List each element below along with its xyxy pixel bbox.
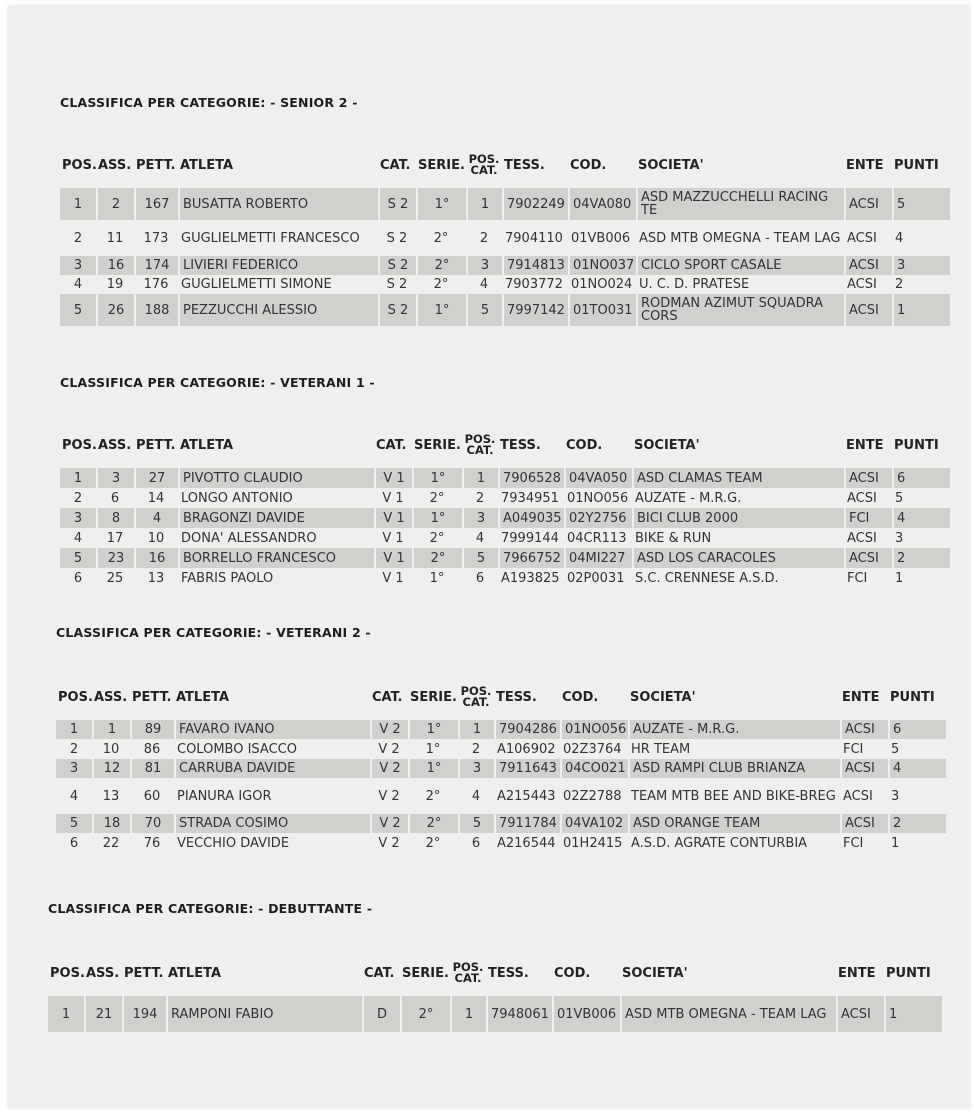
- cell-pos: 2: [73, 490, 83, 506]
- results-table: [56, 682, 946, 853]
- cell-pett: 188: [134, 294, 178, 326]
- col-atleta: ATLETA: [180, 437, 234, 453]
- cell-cat: V 2: [370, 814, 408, 833]
- table-row: [60, 468, 950, 488]
- table-row: [56, 739, 946, 759]
- col-societa: SOCIETA': [622, 965, 688, 981]
- cell-atleta: BUSATTA ROBERTO: [178, 188, 378, 220]
- col-ente: ENTE: [846, 157, 884, 173]
- cell-societa: U. C. D. PRATESE: [639, 277, 750, 292]
- cell-ente: ACSI: [844, 294, 892, 326]
- cell-ass: 3: [96, 468, 134, 488]
- table-row: [60, 508, 950, 528]
- col-serie: SERIE.: [414, 437, 461, 453]
- cell-punti: 1: [895, 570, 904, 586]
- cell-poscat: 2: [475, 490, 485, 506]
- cell-poscat: 6: [471, 835, 481, 851]
- cell-serie: 2°: [425, 788, 441, 804]
- cell-ass: 26: [96, 294, 134, 326]
- cell-societa: ASD ORANGE TEAM: [628, 814, 840, 833]
- col-ente: ENTE: [846, 437, 884, 453]
- cell-cod: 04VA050: [564, 468, 632, 488]
- cell-atleta: GUGLIELMETTI SIMONE: [181, 277, 332, 292]
- table-row: [60, 220, 950, 256]
- cell-atleta: BRAGONZI DAVIDE: [178, 508, 374, 528]
- col-poscat: POS. CAT.: [460, 684, 492, 709]
- col-ente: ENTE: [838, 965, 876, 981]
- section-veterani-1: [60, 374, 960, 588]
- col-serie: SERIE.: [410, 689, 457, 705]
- col-serie: SERIE.: [418, 157, 465, 173]
- cell-poscat: 4: [475, 530, 485, 546]
- col-poscat: POS. CAT.: [452, 960, 484, 985]
- cell-cat: V 1: [382, 490, 404, 506]
- cell-serie: 2°: [408, 814, 458, 833]
- cell-ente: ACSI: [843, 788, 873, 804]
- cell-pos: 1: [56, 720, 92, 739]
- header-row: [60, 430, 950, 460]
- col-cat: CAT.: [376, 437, 407, 453]
- col-cat: CAT.: [380, 157, 411, 173]
- table-row: [60, 548, 950, 568]
- table-row: [56, 833, 946, 853]
- table-row: [60, 488, 950, 508]
- cell-tess: 7914813: [502, 256, 568, 275]
- cell-ente: ACSI: [844, 188, 892, 220]
- cell-serie: 1°: [408, 720, 458, 739]
- col-punti: PUNTI: [890, 689, 935, 705]
- cell-pos: 3: [60, 256, 96, 275]
- col-pett: PETT.: [124, 965, 164, 981]
- header-row: [48, 958, 942, 988]
- cell-cod: 01VB006: [552, 996, 620, 1032]
- cell-ente: ACSI: [836, 996, 884, 1032]
- cell-punti: 5: [895, 490, 904, 506]
- cell-pett: 167: [134, 188, 178, 220]
- cell-pett: 70: [130, 814, 174, 833]
- header-row: [56, 682, 946, 712]
- cell-pos: 3: [60, 508, 96, 528]
- cell-serie: 2°: [429, 530, 445, 546]
- cell-cat: V 2: [370, 720, 408, 739]
- cell-punti: 6: [892, 468, 950, 488]
- cell-atleta: DONA' ALESSANDRO: [181, 530, 317, 546]
- cell-pett: 194: [122, 996, 166, 1032]
- cell-cod: 01NO037: [568, 256, 636, 275]
- col-ass: ASS.: [98, 157, 132, 173]
- cell-punti: 3: [895, 530, 904, 546]
- cell-punti: 4: [895, 230, 904, 246]
- cell-societa: AUZATE - M.R.G.: [635, 490, 742, 506]
- table-row: [60, 275, 950, 294]
- cell-ente: FCI: [844, 508, 892, 528]
- cell-atleta: FAVARO IVANO: [174, 720, 370, 739]
- cell-poscat: 1: [462, 468, 498, 488]
- cell-cod: 01NO056: [560, 720, 628, 739]
- cell-cod: 01NO024: [571, 277, 633, 292]
- col-ass: ASS.: [86, 965, 120, 981]
- cell-atleta: CARRUBA DAVIDE: [174, 759, 370, 778]
- cell-serie: 1°: [416, 294, 466, 326]
- cell-ente: FCI: [847, 570, 868, 586]
- cell-pett: 14: [147, 490, 165, 506]
- col-tess: TESS.: [496, 689, 537, 705]
- cell-cat: V 1: [374, 468, 412, 488]
- cell-societa: ASD RAMPI CLUB BRIANZA: [628, 759, 840, 778]
- cell-societa: RODMAN AZIMUT SQUADRA CORS: [636, 294, 844, 326]
- cell-pos: 5: [56, 814, 92, 833]
- section-veterani-2: [56, 624, 956, 853]
- col-societa: SOCIETA': [634, 437, 700, 453]
- col-atleta: ATLETA: [176, 689, 230, 705]
- section-title: CLASSIFICA PER CATEGORIE: - DEBUTTANTE -: [48, 901, 373, 916]
- cell-atleta: GUGLIELMETTI FRANCESCO: [181, 230, 360, 246]
- cell-societa: CICLO SPORT CASALE: [636, 256, 844, 275]
- cell-tess: 7911784: [494, 814, 560, 833]
- cell-punti: 3: [891, 788, 900, 804]
- table-row: [60, 294, 950, 326]
- col-tess: TESS.: [504, 157, 545, 173]
- cell-tess: 7934951: [501, 490, 559, 506]
- cell-ente: ACSI: [844, 256, 892, 275]
- cell-punti: 1: [892, 294, 950, 326]
- cell-tess: 7906528: [498, 468, 564, 488]
- cell-atleta: PIANURA IGOR: [177, 788, 272, 804]
- cell-cat: S 2: [386, 230, 408, 246]
- cell-cat: V 1: [382, 530, 404, 546]
- results-sheet: [8, 6, 970, 1108]
- cell-cod: 04VA080: [568, 188, 636, 220]
- cell-societa: ASD MTB OMEGNA - TEAM LAG: [639, 230, 841, 246]
- cell-serie: 1°: [425, 741, 441, 757]
- cell-poscat: 4: [471, 788, 481, 804]
- cell-poscat: 1: [458, 720, 494, 739]
- cell-tess: 7948061: [486, 996, 552, 1032]
- table-row: [60, 188, 950, 220]
- cell-ente: FCI: [843, 741, 864, 757]
- col-tess: TESS.: [500, 437, 541, 453]
- col-pett: PETT.: [136, 157, 176, 173]
- cell-serie: 2°: [429, 490, 445, 506]
- cell-poscat: 3: [462, 508, 498, 528]
- cell-serie: 2°: [425, 835, 441, 851]
- section-senior-2: [60, 94, 960, 326]
- col-tess: TESS.: [488, 965, 529, 981]
- cell-societa: BIKE & RUN: [635, 530, 712, 546]
- cell-pos: 4: [73, 530, 83, 546]
- cell-societa: BICI CLUB 2000: [632, 508, 844, 528]
- col-pett: PETT.: [136, 437, 176, 453]
- cell-ente: ACSI: [847, 530, 877, 546]
- section-title: CLASSIFICA PER CATEGORIE: - SENIOR 2 -: [60, 95, 358, 110]
- table-row: [60, 568, 950, 588]
- cell-cod: 01VB006: [571, 230, 631, 246]
- cell-atleta: PEZZUCCHI ALESSIO: [178, 294, 378, 326]
- cell-ente: ACSI: [844, 468, 892, 488]
- col-cat: CAT.: [372, 689, 403, 705]
- cell-pos: 4: [73, 277, 83, 292]
- cell-ass: 10: [102, 741, 120, 757]
- cell-tess: 7997142: [502, 294, 568, 326]
- table-row: [56, 778, 946, 814]
- cell-tess: 7911643: [494, 759, 560, 778]
- col-pett: PETT.: [132, 689, 172, 705]
- col-punti: PUNTI: [894, 157, 939, 173]
- cell-serie: 1°: [416, 188, 466, 220]
- cell-cat: V 1: [374, 508, 412, 528]
- cell-cod: 02P0031: [567, 570, 625, 586]
- table-row: [48, 996, 942, 1032]
- col-pos: POS.: [58, 689, 93, 705]
- cell-pos: 2: [69, 741, 79, 757]
- cell-ass: 13: [102, 788, 120, 804]
- section-debuttante: [48, 900, 948, 1032]
- cell-ente: ACSI: [847, 490, 877, 506]
- cell-poscat: 5: [466, 294, 502, 326]
- cell-cat: S 2: [386, 277, 408, 292]
- section-title: CLASSIFICA PER CATEGORIE: - VETERANI 2 -: [56, 625, 371, 640]
- cell-cat: V 2: [378, 788, 400, 804]
- results-table: [60, 430, 950, 588]
- col-punti: PUNTI: [894, 437, 939, 453]
- cell-pett: 27: [134, 468, 178, 488]
- cell-tess: A049035: [498, 508, 564, 528]
- col-cod: COD.: [562, 689, 599, 705]
- cell-tess: A193825: [501, 570, 560, 586]
- cell-cod: 02Z3764: [563, 741, 622, 757]
- cell-ass: 1: [92, 720, 130, 739]
- cell-tess: A215443: [497, 788, 556, 804]
- cell-ente: ACSI: [844, 548, 892, 568]
- cell-societa: TEAM MTB BEE AND BIKE-BREG: [631, 788, 836, 804]
- col-cod: COD.: [570, 157, 607, 173]
- cell-societa: ASD LOS CARACOLES: [632, 548, 844, 568]
- cell-serie: 2°: [400, 996, 450, 1032]
- cell-pos: 5: [60, 548, 96, 568]
- cell-ente: ACSI: [840, 814, 888, 833]
- cell-serie: 2°: [433, 230, 449, 246]
- cell-pett: 86: [143, 741, 161, 757]
- col-pos: POS.: [62, 437, 97, 453]
- cell-cod: 02Z2788: [563, 788, 622, 804]
- cell-societa: A.S.D. AGRATE CONTURBIA: [631, 835, 808, 851]
- cell-societa: HR TEAM: [631, 741, 691, 757]
- col-cat: CAT.: [364, 965, 395, 981]
- cell-societa: AUZATE - M.R.G.: [628, 720, 840, 739]
- cell-cat: V 2: [378, 835, 400, 851]
- cell-pett: 4: [134, 508, 178, 528]
- col-atleta: ATLETA: [180, 157, 234, 173]
- cell-tess: A106902: [497, 741, 556, 757]
- cell-pett: 16: [134, 548, 178, 568]
- section-title: CLASSIFICA PER CATEGORIE: - VETERANI 1 -: [60, 375, 375, 390]
- cell-cat: V 1: [382, 570, 404, 586]
- cell-atleta: STRADA COSIMO: [174, 814, 370, 833]
- col-serie: SERIE.: [402, 965, 449, 981]
- cell-serie: 1°: [408, 759, 458, 778]
- cell-punti: 2: [892, 548, 950, 568]
- cell-societa: ASD MTB OMEGNA - TEAM LAG: [620, 996, 836, 1032]
- cell-pos: 3: [56, 759, 92, 778]
- col-cod: COD.: [566, 437, 603, 453]
- cell-poscat: 6: [475, 570, 485, 586]
- col-societa: SOCIETA': [638, 157, 704, 173]
- col-poscat: POS. CAT.: [464, 432, 496, 457]
- cell-serie: 2°: [412, 548, 462, 568]
- cell-cat: S 2: [378, 188, 416, 220]
- col-cod: COD.: [554, 965, 591, 981]
- cell-pett: 81: [130, 759, 174, 778]
- col-ass: ASS.: [94, 689, 128, 705]
- cell-cat: V 2: [370, 759, 408, 778]
- cell-pos: 1: [60, 468, 96, 488]
- cell-cod: 01TO031: [568, 294, 636, 326]
- cell-ente: ACSI: [847, 230, 877, 246]
- cell-punti: 4: [892, 508, 950, 528]
- cell-tess: 7966752: [498, 548, 564, 568]
- cell-serie: 2°: [416, 256, 466, 275]
- cell-cat: S 2: [378, 256, 416, 275]
- cell-pett: 76: [143, 835, 161, 851]
- table-row: [56, 814, 946, 833]
- cell-cod: 04CR113: [567, 530, 627, 546]
- cell-ente: ACSI: [840, 759, 888, 778]
- cell-atleta: FABRIS PAOLO: [181, 570, 274, 586]
- cell-tess: 7904286: [494, 720, 560, 739]
- results-table: [48, 958, 942, 1032]
- cell-atleta: BORRELLO FRANCESCO: [178, 548, 374, 568]
- cell-ass: 23: [96, 548, 134, 568]
- col-poscat: POS. CAT.: [468, 152, 500, 177]
- cell-ente: FCI: [843, 835, 864, 851]
- cell-cod: 04MI227: [564, 548, 632, 568]
- cell-societa: ASD CLAMAS TEAM: [632, 468, 844, 488]
- cell-tess: A216544: [497, 835, 556, 851]
- cell-pos: 2: [73, 230, 83, 246]
- cell-poscat: 5: [462, 548, 498, 568]
- cell-ass: 12: [92, 759, 130, 778]
- cell-poscat: 1: [466, 188, 502, 220]
- cell-atleta: COLOMBO ISACCO: [177, 741, 297, 757]
- cell-ass: 16: [96, 256, 134, 275]
- cell-punti: 6: [888, 720, 946, 739]
- cell-cat: V 1: [374, 548, 412, 568]
- cell-serie: 1°: [429, 570, 445, 586]
- table-row: [56, 720, 946, 739]
- cell-ass: 2: [96, 188, 134, 220]
- cell-atleta: LONGO ANTONIO: [181, 490, 293, 506]
- cell-poscat: 1: [450, 996, 486, 1032]
- cell-pett: 174: [134, 256, 178, 275]
- cell-pos: 6: [73, 570, 83, 586]
- table-row: [56, 759, 946, 778]
- cell-ass: 25: [106, 570, 124, 586]
- cell-pos: 1: [48, 996, 84, 1032]
- cell-atleta: VECCHIO DAVIDE: [177, 835, 290, 851]
- col-pos: POS.: [50, 965, 85, 981]
- cell-pett: 13: [147, 570, 165, 586]
- cell-punti: 1: [891, 835, 900, 851]
- cell-punti: 3: [892, 256, 950, 275]
- cell-punti: 2: [888, 814, 946, 833]
- col-ass: ASS.: [98, 437, 132, 453]
- cell-ass: 22: [102, 835, 120, 851]
- cell-societa: ASD MAZZUCCHELLI RACING TE: [636, 188, 844, 220]
- cell-pos: 6: [69, 835, 79, 851]
- cell-punti: 4: [888, 759, 946, 778]
- col-societa: SOCIETA': [630, 689, 696, 705]
- cell-poscat: 5: [458, 814, 494, 833]
- cell-cod: 01NO056: [567, 490, 629, 506]
- cell-ass: 18: [92, 814, 130, 833]
- results-table: [60, 150, 950, 326]
- cell-cod: 02Y2756: [564, 508, 632, 528]
- cell-punti: 1: [884, 996, 942, 1032]
- cell-ass: 8: [96, 508, 134, 528]
- cell-societa: S.C. CRENNESE A.S.D.: [635, 570, 779, 586]
- cell-cat: V 2: [378, 741, 400, 757]
- cell-pett: 10: [147, 530, 165, 546]
- cell-atleta: PIVOTTO CLAUDIO: [178, 468, 374, 488]
- cell-pett: 60: [143, 788, 161, 804]
- cell-ente: ACSI: [847, 277, 877, 292]
- cell-atleta: RAMPONI FABIO: [166, 996, 362, 1032]
- cell-punti: 5: [891, 741, 900, 757]
- cell-ass: 6: [110, 490, 120, 506]
- table-row: [60, 256, 950, 275]
- cell-tess: 7904110: [505, 230, 563, 246]
- cell-ass: 21: [84, 996, 122, 1032]
- cell-tess: 7903772: [505, 277, 563, 292]
- cell-cod: 01H2415: [563, 835, 623, 851]
- cell-tess: 7999144: [501, 530, 559, 546]
- cell-pett: 176: [143, 277, 169, 292]
- cell-poscat: 3: [458, 759, 494, 778]
- cell-ass: 11: [106, 230, 124, 246]
- cell-tess: 7902249: [502, 188, 568, 220]
- cell-poscat: 2: [479, 230, 489, 246]
- cell-punti: 2: [895, 277, 904, 292]
- cell-ass: 17: [106, 530, 124, 546]
- cell-ass: 19: [106, 277, 124, 292]
- cell-pett: 173: [143, 230, 169, 246]
- cell-pos: 4: [69, 788, 79, 804]
- col-ente: ENTE: [842, 689, 880, 705]
- cell-serie: 2°: [433, 277, 449, 292]
- cell-cod: 04VA102: [560, 814, 628, 833]
- cell-pett: 89: [130, 720, 174, 739]
- cell-punti: 5: [892, 188, 950, 220]
- cell-cat: D: [362, 996, 400, 1032]
- cell-poscat: 3: [466, 256, 502, 275]
- table-row: [60, 528, 950, 548]
- cell-poscat: 2: [471, 741, 481, 757]
- cell-serie: 1°: [412, 508, 462, 528]
- cell-ente: ACSI: [840, 720, 888, 739]
- cell-cod: 04CO021: [560, 759, 628, 778]
- cell-cat: S 2: [378, 294, 416, 326]
- cell-atleta: LIVIERI FEDERICO: [178, 256, 378, 275]
- cell-serie: 1°: [412, 468, 462, 488]
- cell-pos: 1: [60, 188, 96, 220]
- col-atleta: ATLETA: [168, 965, 222, 981]
- col-punti: PUNTI: [886, 965, 931, 981]
- header-row: [60, 150, 950, 180]
- cell-poscat: 4: [479, 277, 489, 292]
- col-pos: POS.: [62, 157, 97, 173]
- cell-pos: 5: [60, 294, 96, 326]
